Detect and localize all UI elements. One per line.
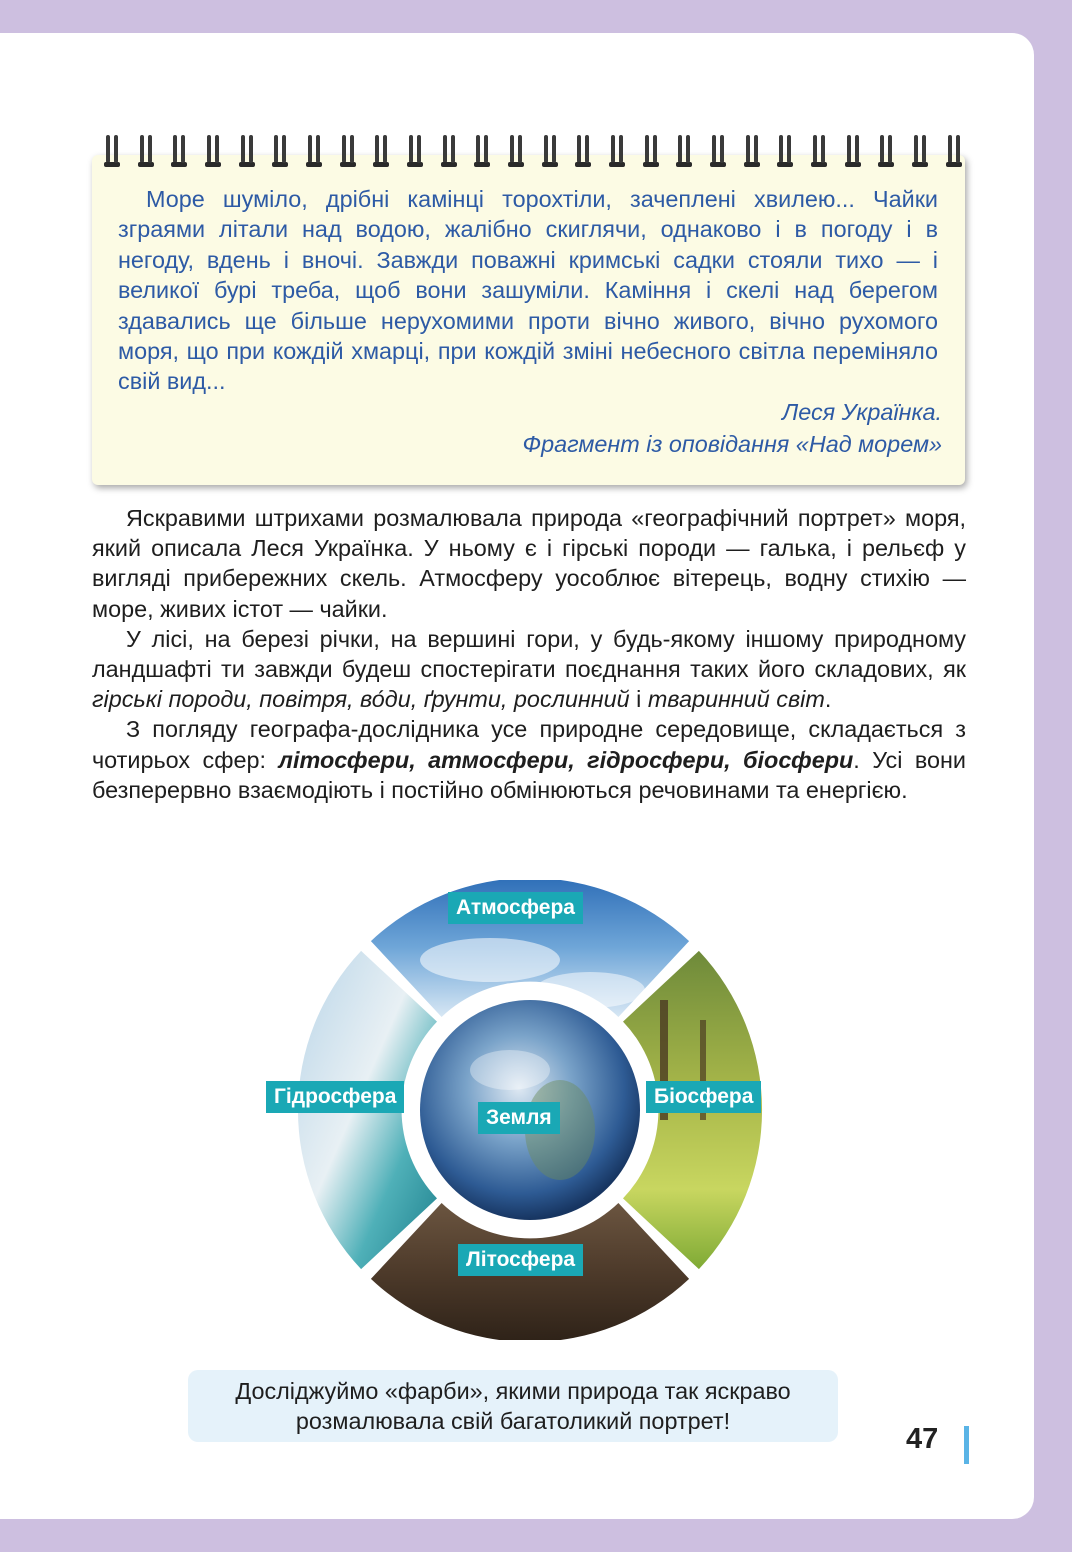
spiral-ring [709,133,727,169]
hydrosphere-label: Гідросфера [266,1081,404,1113]
quote-source: Фрагмент із оповідання «Над морем» [522,431,942,457]
callout-line-2: розмалювала свій багатоликий портрет! [295,1408,731,1434]
spiral-ring [339,133,357,169]
p3-text: З погляду географа-дослідника усе природне середовище, складається з чотирьох сфер: [92,716,966,773]
spiral-ring [372,133,390,169]
p2-end: . [824,686,832,713]
quote-attribution [522,396,942,460]
spiral-ring [776,133,794,169]
callout-box [188,1370,838,1442]
spiral-ring [844,133,862,169]
main-text [92,503,966,805]
notebook-spiral [103,133,963,173]
earth-label: Земля [478,1102,560,1134]
callout-line-1: Досліджуймо «фарби», якими природа так яскраво [235,1378,791,1404]
spheres-diagram [274,880,780,1340]
spiral-ring [507,133,525,169]
spiral-ring [204,133,222,169]
spiral-ring [271,133,289,169]
lithosphere-label: Літосфера [458,1244,583,1276]
paragraph-2 [92,624,966,715]
spiral-ring [608,133,626,169]
p2-text: У лісі, на березі річки, на вершині гори, у будь-якому іншому природному ландшафті ти завжди будеш спостерігати поєднання таких його складових, як [92,625,966,683]
paragraph-3 [92,714,966,805]
spiral-ring [642,133,660,169]
spiral-ring [440,133,458,169]
biosphere-label: Біосфера [646,1081,761,1113]
spiral-ring [574,133,592,169]
spiral-ring [170,133,188,169]
spiral-ring [541,133,559,169]
spiral-ring [473,133,491,169]
page-number: 47 [906,1423,939,1455]
p3-bold: літосфери, атмосфери, гідросфери, біосфери [278,746,854,773]
spiral-ring [810,133,828,169]
spiral-ring [675,133,693,169]
quote-text: Море шуміло, дрібні камінці торохтіли, зачеплені хвилею... Чайки зграями літали над водою, жалібно скиглячи, однаково і в погоду і в негоду, вдень і вночі. Завжди поважні кримські садки стояли тихо — і великої бурі треба, щоб вони зашуміли. Каміння і скелі над берегом здавались ще більше нерухомими проти вічно живого, вічно рухомого моря, що при кождій хмарці, при кождій зміні небесного світла переміняло свій вид... [118,186,938,395]
quote-author: Леся Українка. [782,399,942,425]
p2-and: і [629,686,648,713]
paragraph-1: Яскравими штрихами розмалювала природа «географічний портрет» моря, який описала Леся Українка. У ньому є і гірські породи — галька, і рельєф у вигляді прибережних скель. Атмосферу уособлює вітерець, водну стихію — море, живих істот — чайки. [92,505,966,622]
spiral-ring [877,133,895,169]
page-number-bar [964,1426,969,1464]
p3-end: . Усі вони безперервно взаємодіють і постійно обмінюються речовинами та енергією. [92,746,966,803]
spiral-ring [945,133,963,169]
spiral-ring [743,133,761,169]
spiral-ring [305,133,323,169]
p2-italic-2: тваринний світ [647,686,825,713]
spiral-ring [137,133,155,169]
p2-italic-1: гірські породи, повітря, во́ди, ґрунти, рослинний [92,686,630,713]
spiral-ring [238,133,256,169]
spiral-ring [406,133,424,169]
spiral-ring [911,133,929,169]
atmosphere-label: Атмосфера [448,892,583,924]
spiral-ring [103,133,121,169]
